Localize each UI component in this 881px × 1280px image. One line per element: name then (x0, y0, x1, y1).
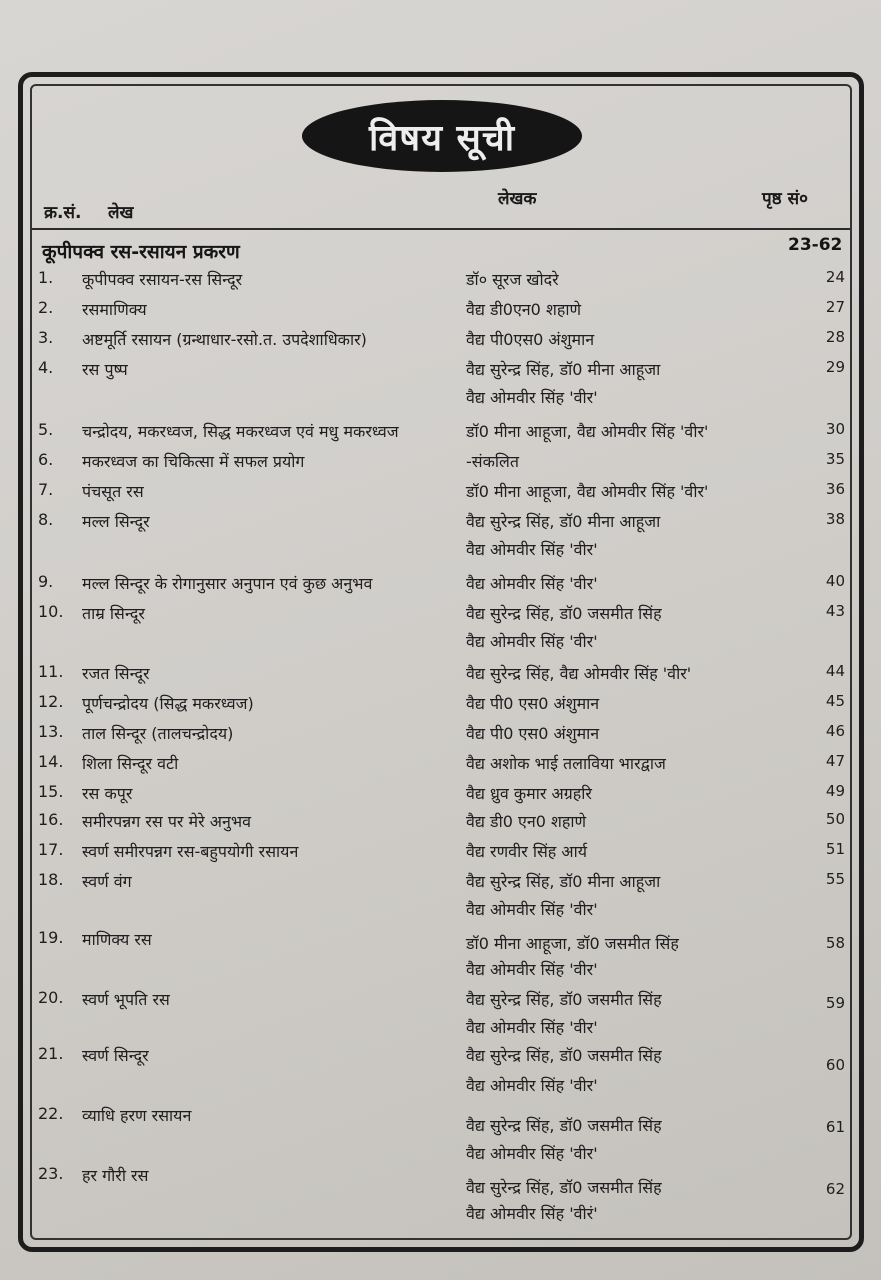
entry-author: वैद्य सुरेन्द्र सिंह, डॉ0 जसमीत सिंह (466, 1046, 662, 1065)
entry-page: 46 (825, 722, 845, 740)
entry-author: वैद्य पी0 एस0 अंशुमान (466, 694, 600, 713)
entry-title: पूर्णचन्द्रोदय (सिद्ध मकरध्वज) (82, 694, 254, 713)
entry-title: समीरपन्नग रस पर मेरे अनुभव (82, 812, 251, 831)
entry-title: हर गौरी रस (82, 1166, 149, 1185)
page-title: विषय सूची (368, 116, 516, 159)
entry-number: 18. (38, 870, 64, 889)
entry-page: 49 (825, 782, 845, 800)
entry-page: 24 (825, 268, 845, 286)
entry-title: चन्द्रोदय, मकरध्वज, सिद्ध मकरध्वज एवं मधु मकरध्वज (82, 422, 399, 441)
entry-author: वैद्य डी0 एन0 शहाणे (466, 812, 587, 831)
entry-number: 12. (38, 692, 64, 711)
entry-page: 58 (825, 934, 845, 952)
entry-page: 27 (825, 298, 845, 316)
header-page: पृष्ठ सं० (762, 189, 808, 209)
entry-page: 61 (825, 1118, 845, 1136)
entry-page: 55 (825, 870, 845, 888)
header-serial: क्र.सं. (44, 203, 82, 223)
entry-author-line2: वैद्य ओमवीर सिंह 'वीर' (466, 1076, 598, 1095)
entry-author: वैद्य ध्रुव कुमार अग्रहरि (466, 784, 592, 803)
title-banner (302, 100, 582, 172)
entry-title: अष्टमूर्ति रसायन (ग्रन्थाधार-रसो.त. उपदेशाधिकार) (82, 330, 367, 349)
entry-author: वैद्य सुरेन्द्र सिंह, वैद्य ओमवीर सिंह 'वीर' (466, 664, 692, 683)
entry-title: माणिक्य रस (82, 930, 152, 949)
entry-number: 7. (38, 480, 54, 499)
entry-title: स्वर्ण भूपति रस (82, 990, 170, 1009)
entry-number: 23. (38, 1164, 64, 1183)
entry-author: वैद्य सुरेन्द्र सिंह, डॉ0 मीना आहूजा (466, 360, 661, 379)
entry-author: वैद्य अशोक भाई तलाविया भारद्वाज (466, 754, 666, 773)
entry-author: डॉ0 मीना आहूजा, वैद्य ओमवीर सिंह 'वीर' (466, 482, 709, 501)
entry-title: कूपीपक्व रसायन-रस सिन्दूर (82, 270, 243, 289)
entry-title: शिला सिन्दूर वटी (82, 754, 179, 773)
entry-page: 35 (825, 450, 845, 468)
entry-author-line2: वैद्य ओमवीर सिंह 'वीर' (466, 388, 598, 407)
entry-number: 4. (38, 358, 54, 377)
entry-page: 62 (825, 1180, 845, 1198)
entry-page: 29 (825, 358, 845, 376)
entry-title: मल्ल सिन्दूर (82, 512, 150, 531)
entry-title: स्वर्ण वंग (82, 872, 132, 891)
entry-author: -संकलित (466, 452, 519, 471)
entry-number: 20. (38, 988, 64, 1007)
entry-title: ताल सिन्दूर (तालचन्द्रोदय) (82, 724, 234, 743)
entry-page: 44 (825, 662, 845, 680)
entry-author: वैद्य ओमवीर सिंह 'वीर' (466, 574, 598, 593)
entry-number: 6. (38, 450, 54, 469)
entry-title: पंचसूत रस (82, 482, 144, 501)
entry-author-line2: वैद्य ओमवीर सिंह 'वीर' (466, 900, 598, 919)
entry-author-line2: वैद्य ओमवीर सिंह 'वीर' (466, 1018, 598, 1037)
entry-number: 2. (38, 298, 54, 317)
entry-author-line2: वैद्य ओमवीर सिंह 'वीर' (466, 632, 598, 651)
section-page-range: 23-62 (788, 235, 843, 255)
entry-page: 51 (825, 840, 845, 858)
entry-page: 40 (825, 572, 845, 590)
entry-author-line2: वैद्य ओमवीर सिंह 'वीरं' (466, 1204, 598, 1223)
header-author: लेखक (498, 189, 537, 209)
entry-title: व्याधि हरण रसायन (82, 1106, 192, 1125)
entry-title: ताम्र सिन्दूर (82, 604, 145, 623)
entry-author: वैद्य सुरेन्द्र सिंह, डॉ0 जसमीत सिंह (466, 1178, 662, 1197)
entry-number: 16. (38, 810, 64, 829)
entry-author: वैद्य सुरेन्द्र सिंह, डॉ0 जसमीत सिंह (466, 604, 662, 623)
entry-number: 21. (38, 1044, 64, 1063)
entry-author: वैद्य पी0एस0 अंशुमान (466, 330, 595, 349)
entry-number: 10. (38, 602, 64, 621)
entry-page: 43 (825, 602, 845, 620)
entry-author: वैद्य सुरेन्द्र सिंह, डॉ0 मीना आहूजा (466, 872, 661, 891)
section-title: कूपीपक्व रस-रसायन प्रकरण (42, 241, 240, 263)
entry-title: स्वर्ण सिन्दूर (82, 1046, 149, 1065)
entry-author: वैद्य सुरेन्द्र सिंह, डॉ0 जसमीत सिंह (466, 990, 662, 1009)
entry-title: स्वर्ण समीरपन्नग रस-बहुपयोगी रसायन (82, 842, 299, 861)
entry-title: रस कपूर (82, 784, 133, 803)
entry-number: 11. (38, 662, 64, 681)
entry-page: 50 (825, 810, 845, 828)
entry-author: वैद्य डी0एन0 शहाणे (466, 300, 582, 319)
entry-author: वैद्य सुरेन्द्र सिंह, डॉ0 मीना आहूजा (466, 512, 661, 531)
entry-page: 47 (825, 752, 845, 770)
entry-title: रस पुष्प (82, 360, 128, 379)
entry-page: 38 (825, 510, 845, 528)
entry-page: 28 (825, 328, 845, 346)
header-divider (32, 228, 850, 230)
entry-number: 17. (38, 840, 64, 859)
entry-page: 60 (825, 1056, 845, 1074)
entry-page: 45 (825, 692, 845, 710)
entry-author: डॉ0 मीना आहूजा, डॉ0 जसमीत सिंह (466, 934, 679, 953)
entry-number: 15. (38, 782, 64, 801)
entry-number: 13. (38, 722, 64, 741)
entry-page: 30 (825, 420, 845, 438)
entry-title: रसमाणिक्य (82, 300, 147, 319)
entry-number: 9. (38, 572, 54, 591)
entry-title: मकरध्वज का चिकित्सा में सफल प्रयोग (82, 452, 305, 471)
entry-number: 5. (38, 420, 54, 439)
entry-author: डॉ0 मीना आहूजा, वैद्य ओमवीर सिंह 'वीर' (466, 422, 709, 441)
entry-author: वैद्य रणवीर सिंह आर्य (466, 842, 588, 861)
entry-number: 14. (38, 752, 64, 771)
entry-author: वैद्य पी0 एस0 अंशुमान (466, 724, 600, 743)
entry-number: 8. (38, 510, 54, 529)
entry-number: 1. (38, 268, 54, 287)
entry-title: रजत सिन्दूर (82, 664, 150, 683)
entry-page: 59 (825, 994, 845, 1012)
entry-author: डॉ० सूरज खोदरे (466, 270, 559, 289)
entry-page: 36 (825, 480, 845, 498)
entry-number: 22. (38, 1104, 64, 1123)
header-article: लेख (108, 203, 134, 223)
entry-number: 19. (38, 928, 64, 947)
entry-author-line2: वैद्य ओमवीर सिंह 'वीर' (466, 1144, 598, 1163)
entry-number: 3. (38, 328, 54, 347)
entry-author-line2: वैद्य ओमवीर सिंह 'वीर' (466, 960, 598, 979)
entry-author-line2: वैद्य ओमवीर सिंह 'वीर' (466, 540, 598, 559)
entry-author: वैद्य सुरेन्द्र सिंह, डॉ0 जसमीत सिंह (466, 1116, 662, 1135)
entry-title: मल्ल सिन्दूर के रोगानुसार अनुपान एवं कुछ अनुभव (82, 574, 373, 593)
